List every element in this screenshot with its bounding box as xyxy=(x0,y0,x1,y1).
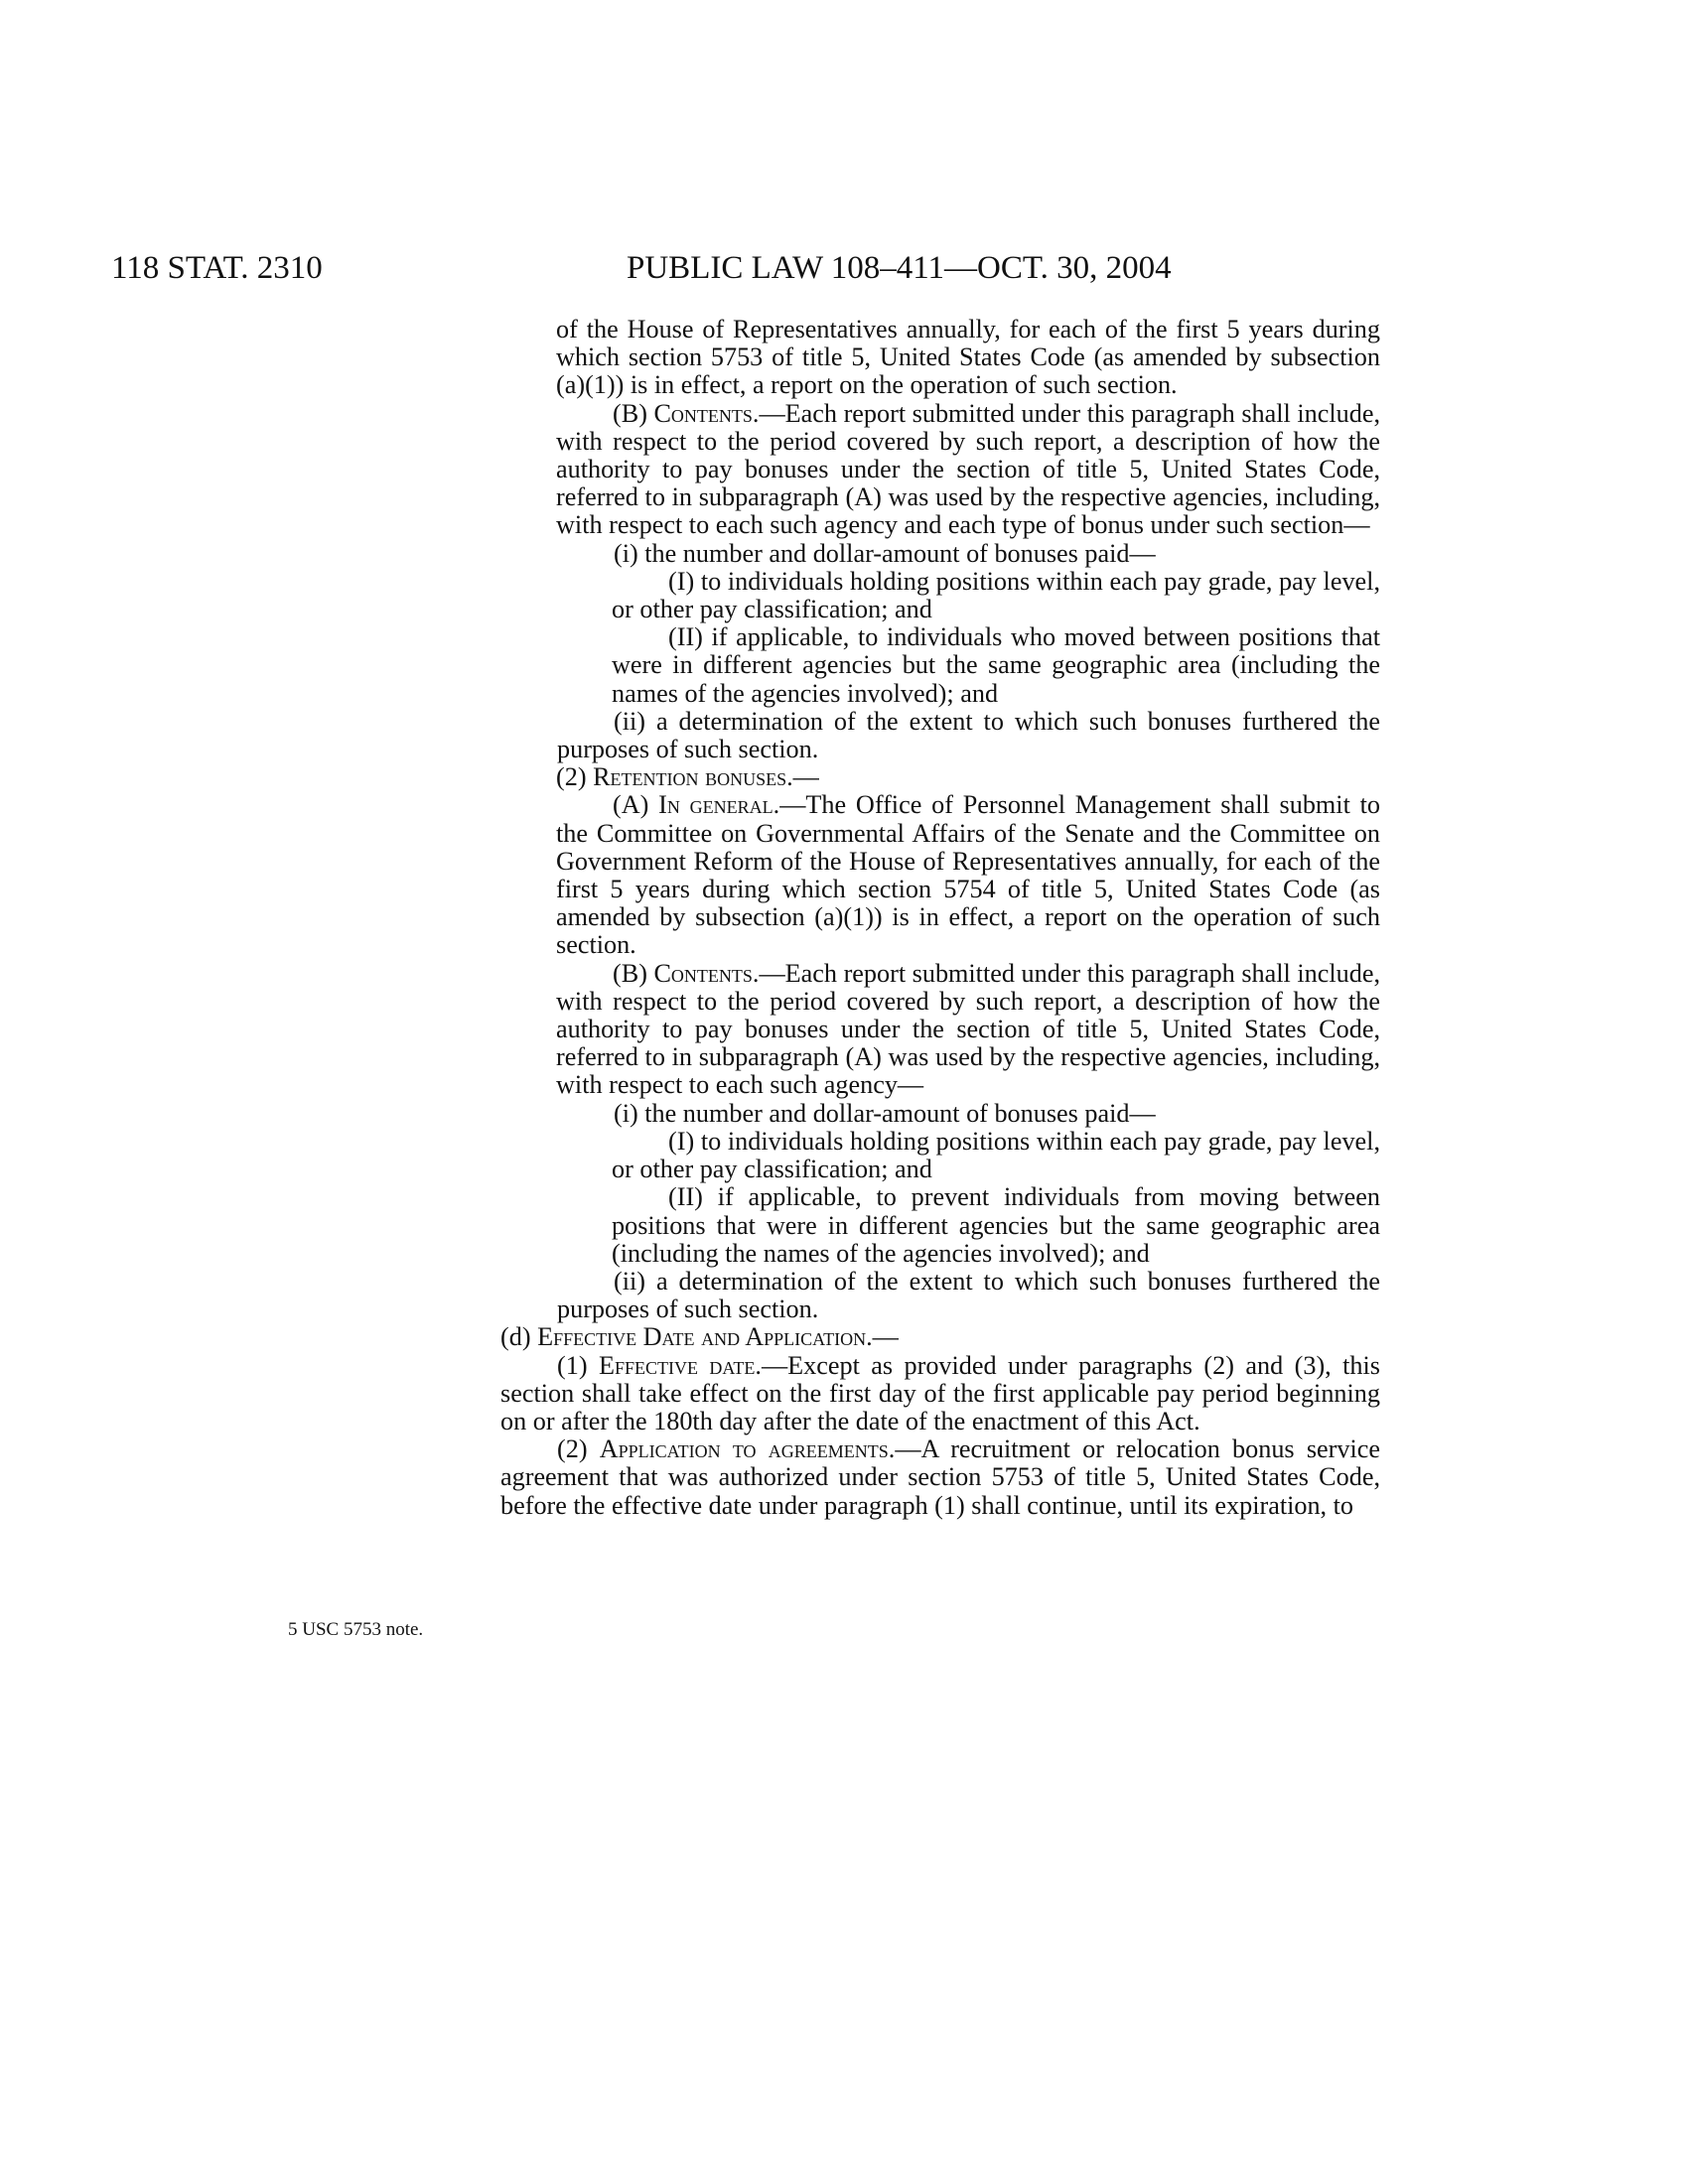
paragraph-text: —Except as provided under paragraphs (2) and (3), this section shall take effect on the first day of the first applicable pay period beginning on or after the 180th day after the date of the enactment of this Act. xyxy=(500,1350,1380,1435)
enum: (d) xyxy=(500,1322,538,1352)
heading: Effective Date and Application. xyxy=(537,1322,873,1352)
paragraph: (I) to individuals holding positions within each pay grade, pay level, or other pay classification; and xyxy=(612,566,1380,624)
statute-page-number: 118 STAT. 2310 xyxy=(111,250,323,286)
heading: Effective date. xyxy=(598,1350,762,1380)
paragraph-text: —Each report submitted under this paragraph shall include, with respect to the period covered by such report, a description of how the authority to pay bonuses under the section of title 5, United States Code, referred to in subparagraph (A) was used by the respective agencies, including, with respect to each such agency— xyxy=(556,958,1380,1100)
enum: (2) xyxy=(556,762,594,792)
paragraph: (II) if applicable, to prevent individuals from moving between positions that were in different agencies but the same geographic area (including the names of the agencies involved); and xyxy=(612,1182,1380,1268)
paragraph: of the House of Representatives annually, for each of the first 5 years during which section 5753 of title 5, United States Code (as amended by subsection (a)(1)) is in effect, a report on the operation of such section. xyxy=(556,315,1380,400)
enum: (1) xyxy=(557,1350,599,1380)
heading: Retention bonuses. xyxy=(593,762,793,792)
paragraph: (ii) a determination of the extent to which such bonuses furthered the purposes of such section. xyxy=(557,1266,1380,1324)
paragraph-text: —Each report submitted under this paragraph shall include, with respect to the period covered by such report, a description of how the authority to pay bonuses under the section of title 5, United States Code, referred to in subparagraph (A) was used by the respective agencies, including, with respect to each such agency and each type of bonus under such section— xyxy=(556,398,1380,540)
enum: (B) xyxy=(613,398,654,428)
paragraph-text: — xyxy=(872,1322,899,1352)
paragraph xyxy=(556,763,1380,791)
paragraph: (i) the number and dollar-amount of bonuses paid— xyxy=(614,1098,1156,1128)
margin-note: 5 USC 5753 note. xyxy=(288,1619,424,1640)
paragraph-text: —The Office of Personnel Management shall submit to the Committee on Governmental Affairs of the Senate and the Committee on Government Reform of the House of Representatives annually, for each of the first 5 years during which section 5754 of title 5, United States Code (as amended by subsection (a)(1)) is in effect, a report on the operation of such section. xyxy=(556,790,1381,960)
paragraph xyxy=(556,400,1380,540)
paragraph xyxy=(500,1352,1380,1436)
body-text xyxy=(500,315,1381,1520)
paragraph-text: —A recruitment or relocation bonus service agreement that was authorized under section 5753 of title 5, United States Code, before the effective date under paragraph (1) shall continue, until its expiration, to xyxy=(500,1434,1380,1520)
paragraph xyxy=(556,960,1380,1100)
paragraph: (II) if applicable, to individuals who moved between positions that were in different agencies but the same geographic area (including the names of the agencies involved); and xyxy=(612,622,1380,708)
enum: (A) xyxy=(613,790,659,820)
paragraph: (i) the number and dollar-amount of bonuses paid— xyxy=(614,538,1156,568)
enum: (2) xyxy=(557,1434,600,1464)
heading: Application to agreements. xyxy=(599,1434,896,1464)
running-header: PUBLIC LAW 108–411—OCT. 30, 2004 xyxy=(627,250,1172,286)
heading: Contents. xyxy=(653,958,760,988)
paragraph xyxy=(500,1323,1380,1351)
paragraph xyxy=(500,1435,1380,1520)
heading: In general. xyxy=(658,790,780,820)
heading: Contents. xyxy=(653,398,760,428)
paragraph: (I) to individuals holding positions within each pay grade, pay level, or other pay classification; and xyxy=(612,1126,1380,1184)
paragraph xyxy=(556,791,1380,959)
paragraph-text: — xyxy=(792,762,819,792)
enum: (B) xyxy=(613,958,654,988)
paragraph: (ii) a determination of the extent to which such bonuses furthered the purposes of such section. xyxy=(557,706,1380,764)
